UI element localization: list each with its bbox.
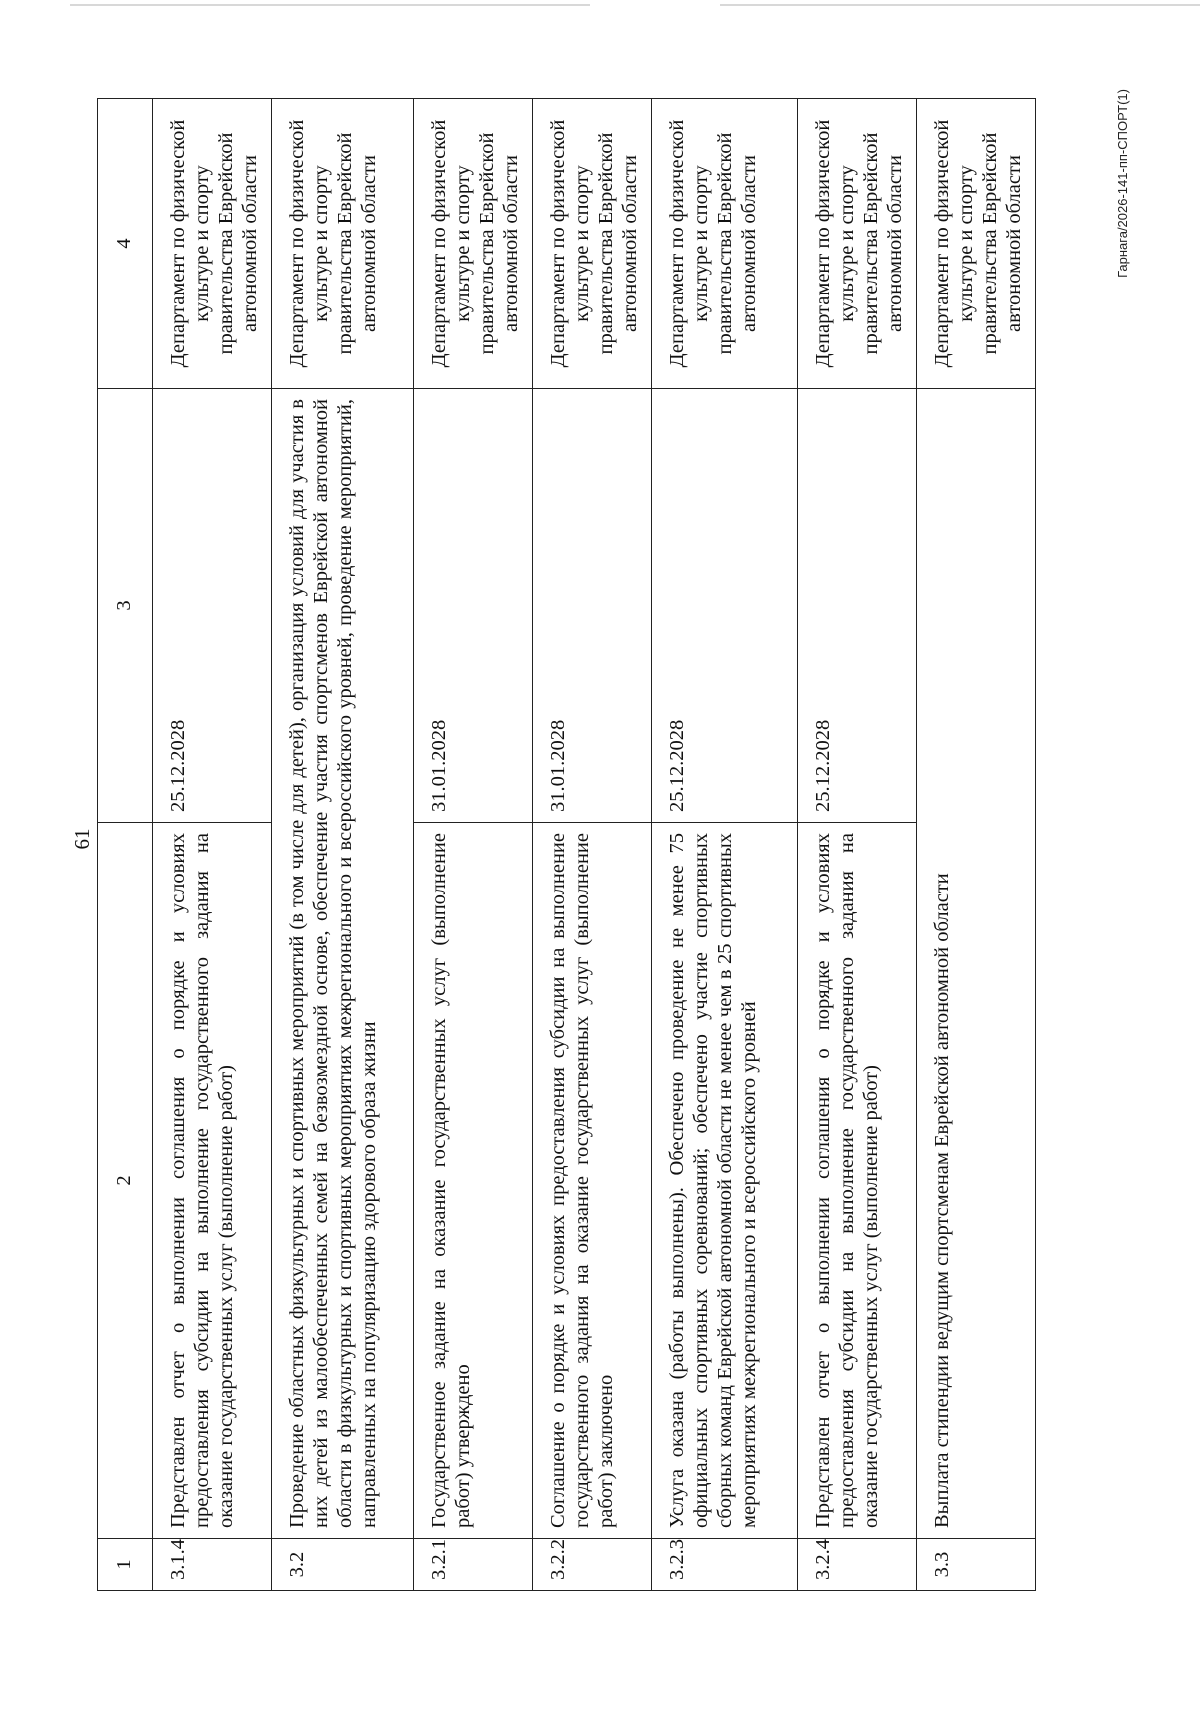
table-row	[271, 99, 413, 1591]
row-executor: Департамент по физической культуре и спорту правительства Еврейской автономной области	[797, 99, 916, 389]
plan-table	[97, 98, 1036, 1591]
header-col-1: 1	[98, 1539, 153, 1591]
row-number: 3.2.2	[532, 1539, 651, 1591]
row-description: Представлен отчет о выполнении соглашения о порядке и условиях предоставления субсидии на выполнение государственного задания на оказание государственных услуг (выполнение работ)	[153, 823, 272, 1539]
table-row	[413, 99, 532, 1591]
header-col-2: 2	[98, 823, 153, 1539]
table-row	[153, 99, 272, 1591]
document-code: Гарнага/2026-141-пп-СПОРТ(1)	[1115, 89, 1130, 278]
row-description: Соглашение о порядке и условиях предоставления субсидии на выполнение государственного задания на оказание государственных услуг (выполнение работ) заключено	[532, 823, 651, 1539]
row-executor: Департамент по физической культуре и спорту правительства Еврейской автономной области	[916, 99, 1035, 389]
row-date: 25.12.2028	[797, 389, 916, 823]
row-description: Представлен отчет о выполнении соглашения о порядке и условиях предоставления субсидии на выполнение государственного задания на оказание государственных услуг (выполнение работ)	[797, 823, 916, 1539]
row-date: 25.12.2028	[651, 389, 797, 823]
row-number: 3.2.3	[651, 1539, 797, 1591]
row-description: Услуга оказана (работы выполнены). Обеспечено проведение не менее 75 официальных спортивных соревнований; обеспечено участие спортивных сборных команд Еврейской автономной области не менее чем в 25 спортивных мероприятиях межрегионального и всероссийского уровней	[651, 823, 797, 1539]
row-number: 3.2.1	[413, 1539, 532, 1591]
page-number: 61	[70, 828, 94, 850]
row-executor: Департамент по физической культуре и спорту правительства Еврейской автономной области	[413, 99, 532, 389]
row-executor: Департамент по физической культуре и спорту правительства Еврейской автономной области	[532, 99, 651, 389]
row-description: Государственное задание на оказание государственных услуг (выполнение работ) утверждено	[413, 823, 532, 1539]
row-executor: Департамент по физической культуре и спорту правительства Еврейской автономной области	[271, 99, 413, 389]
table-row	[651, 99, 797, 1591]
row-number: 3.2	[271, 1539, 413, 1591]
row-number: 3.1.4	[153, 1539, 272, 1591]
table-row	[797, 99, 916, 1591]
row-date: 25.12.2028	[153, 389, 272, 823]
header-col-4: 4	[98, 99, 153, 389]
row-date: 31.01.2028	[413, 389, 532, 823]
row-number: 3.3	[916, 1539, 1035, 1591]
row-description: Выплата стипендии ведущим спортсменам Еврейской автономной области	[916, 389, 1035, 1539]
table-row	[532, 99, 651, 1591]
table-header-row	[98, 99, 153, 1591]
row-executor: Департамент по физической культуре и спорту правительства Еврейской автономной области	[651, 99, 797, 389]
row-date: 31.01.2028	[532, 389, 651, 823]
table-row	[916, 99, 1035, 1591]
row-number: 3.2.4	[797, 1539, 916, 1591]
row-executor: Департамент по физической культуре и спорту правительства Еврейской автономной области	[153, 99, 272, 389]
header-col-3: 3	[98, 389, 153, 823]
row-description: Проведение областных физкультурных и спортивных мероприятий (в том числе для детей), организация условий для участия в них детей из малообеспеченных семей на безвозмездной основе, обеспечение участия спортсменов Еврейской автономной области в физкультурных и спортивных мероприятиях межрегионального и всероссийского уровней, проведение мероприятий, направленных на популяризацию здорового образа жизни	[271, 389, 413, 1539]
